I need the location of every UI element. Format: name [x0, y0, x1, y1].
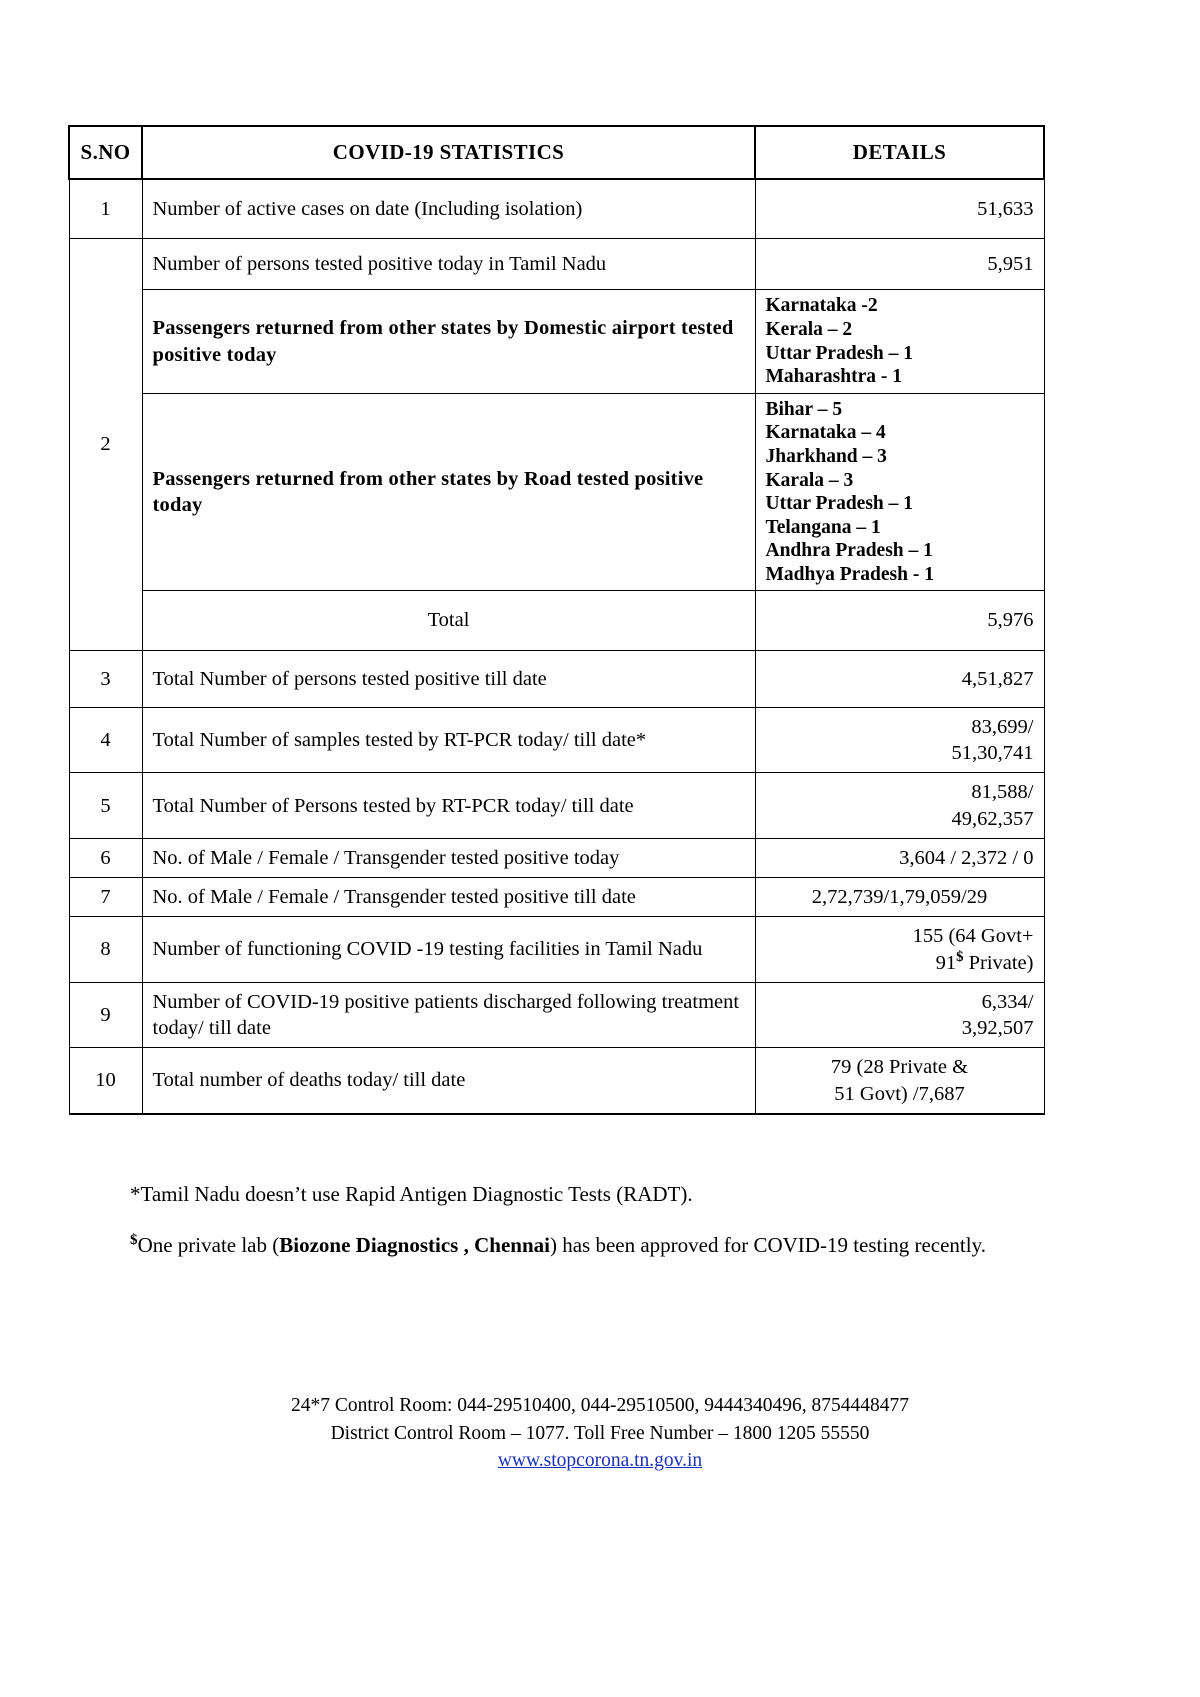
- table-row: [69, 707, 1044, 772]
- row-detail-state-list: [755, 290, 1044, 393]
- table-header-row: [69, 126, 1044, 179]
- state-count-item: Telangana – 1: [765, 516, 881, 538]
- row-sno: 5: [69, 773, 142, 838]
- district-control-room-line: District Control Room – 1077. Toll Free Number – 1800 1205 55550: [330, 1422, 870, 1444]
- table-row: [69, 239, 1044, 290]
- row-statistic: Passengers returned from other states by Domestic airport tested positive today: [142, 290, 755, 393]
- row-statistic: No. of Male / Female / Transgender tested positive today: [142, 838, 755, 877]
- footnote-radt: *Tamil Nadu doesn’t use Rapid Antigen Diagnostic Tests (RADT).: [130, 1182, 693, 1206]
- row-statistic: Number of COVID-19 positive patients discharged following treatment today/ till date: [142, 982, 755, 1047]
- detail-line-1: 83,699/: [971, 715, 1034, 738]
- row-sno: 4: [69, 707, 142, 772]
- detail-line-1: 79 (28 Private &: [830, 1056, 969, 1079]
- row-detail: 2,72,739/1,79,059/29: [755, 878, 1044, 917]
- footnote-private-lab: [130, 1229, 1050, 1262]
- row-detail: 5,976: [755, 591, 1044, 650]
- row-detail: 51,633: [755, 179, 1044, 239]
- row-sno: 3: [69, 650, 142, 707]
- row-detail: [755, 982, 1044, 1047]
- state-count-item: Andhra Pradesh – 1: [765, 540, 933, 562]
- row-statistic: Number of active cases on date (Including isolation): [142, 179, 755, 239]
- row-detail: [755, 707, 1044, 772]
- row-statistic: Number of functioning COVID -19 testing facilities in Tamil Nadu: [142, 917, 755, 982]
- row-sno: 9: [69, 982, 142, 1047]
- covid-statistics-table: [68, 125, 1045, 1115]
- table-row: [69, 650, 1044, 707]
- detail-line-2-label: Private): [963, 951, 1034, 974]
- detail-line-2: 49,62,357: [951, 807, 1034, 830]
- header-sno: S.NO: [69, 126, 142, 179]
- detail-line-2: 3,92,507: [961, 1017, 1034, 1040]
- row-detail: [755, 773, 1044, 838]
- state-count-item: Madhya Pradesh - 1: [765, 563, 934, 585]
- control-room-line: 24*7 Control Room: 044-29510400, 044-29510500, 9444340496, 8754448477: [290, 1395, 910, 1416]
- stopcorona-website-link[interactable]: www.stopcorona.tn.gov.in: [497, 1450, 703, 1472]
- page-footer: [0, 1392, 1200, 1475]
- row-detail-state-list: [755, 393, 1044, 591]
- detail-line-2: [766, 950, 1034, 976]
- row-statistic: Total Number of samples tested by RT-PCR today/ till date*: [142, 707, 755, 772]
- header-statistics: COVID-19 STATISTICS: [142, 126, 755, 179]
- footnote-lab-name: Biozone Diagnostics , Chennai: [279, 1232, 550, 1257]
- state-count-item: Maharashtra - 1: [765, 366, 902, 388]
- row-detail: 5,951: [755, 239, 1044, 290]
- table-row: [69, 773, 1044, 838]
- table-row: [69, 591, 1044, 650]
- table-row: [69, 838, 1044, 877]
- row-detail: [755, 917, 1044, 982]
- row-detail: 4,51,827: [755, 650, 1044, 707]
- row-statistic-total: Total: [142, 591, 755, 650]
- detail-line-1: 155 (64 Govt+: [912, 925, 1034, 948]
- table-row: [69, 878, 1044, 917]
- row-statistic: Total Number of Persons tested by RT-PCR today/ till date: [142, 773, 755, 838]
- row-sno: 8: [69, 917, 142, 982]
- row-statistic: Passengers returned from other states by Road tested positive today: [142, 393, 755, 591]
- row-detail: 3,604 / 2,372 / 0: [755, 838, 1044, 877]
- state-count-item: Bihar – 5: [765, 398, 843, 420]
- state-count-item: Uttar Pradesh – 1: [765, 342, 913, 364]
- detail-line-1: 81,588/: [971, 781, 1034, 804]
- footnote-text-part1: One private lab (: [137, 1232, 280, 1257]
- state-count-item: Uttar Pradesh – 1: [765, 493, 913, 515]
- header-details: DETAILS: [755, 126, 1044, 179]
- table-row: [69, 982, 1044, 1047]
- footnotes-block: [130, 1178, 1050, 1279]
- state-count-item: Karnataka -2: [765, 295, 878, 317]
- detail-line-2: 51,30,741: [951, 742, 1034, 765]
- table-row: [69, 917, 1044, 982]
- row-sno: 2: [69, 239, 142, 651]
- table-row: [69, 179, 1044, 239]
- row-sno: 6: [69, 838, 142, 877]
- row-statistic: Total Number of persons tested positive till date: [142, 650, 755, 707]
- row-statistic: Number of persons tested positive today in Tamil Nadu: [142, 239, 755, 290]
- row-statistic: Total number of deaths today/ till date: [142, 1048, 755, 1114]
- table-row: [69, 393, 1044, 591]
- table-row: [69, 1048, 1044, 1114]
- row-detail: [755, 1048, 1044, 1114]
- state-count-item: Jharkhand – 3: [765, 445, 887, 467]
- state-count-item: Kerala – 2: [765, 318, 853, 340]
- table-row: [69, 290, 1044, 393]
- dollar-footnote-marker: $: [956, 948, 964, 965]
- website-link-row: [0, 1447, 1200, 1475]
- footnote-text-part2: ) has been approved for COVID-19 testing recently.: [549, 1232, 986, 1257]
- detail-line-2: 51 Govt) /7,687: [834, 1082, 965, 1105]
- row-sno: 1: [69, 179, 142, 239]
- row-sno: 7: [69, 878, 142, 917]
- row-statistic: No. of Male / Female / Transgender tested positive till date: [142, 878, 755, 917]
- state-count-item: Karala – 3: [765, 469, 854, 491]
- state-count-item: Karnataka – 4: [765, 422, 886, 444]
- detail-line-2-count: 91: [935, 951, 957, 974]
- dollar-footnote-marker: $: [130, 1231, 138, 1248]
- detail-line-1: 6,334/: [981, 990, 1034, 1013]
- row-sno: 10: [69, 1048, 142, 1114]
